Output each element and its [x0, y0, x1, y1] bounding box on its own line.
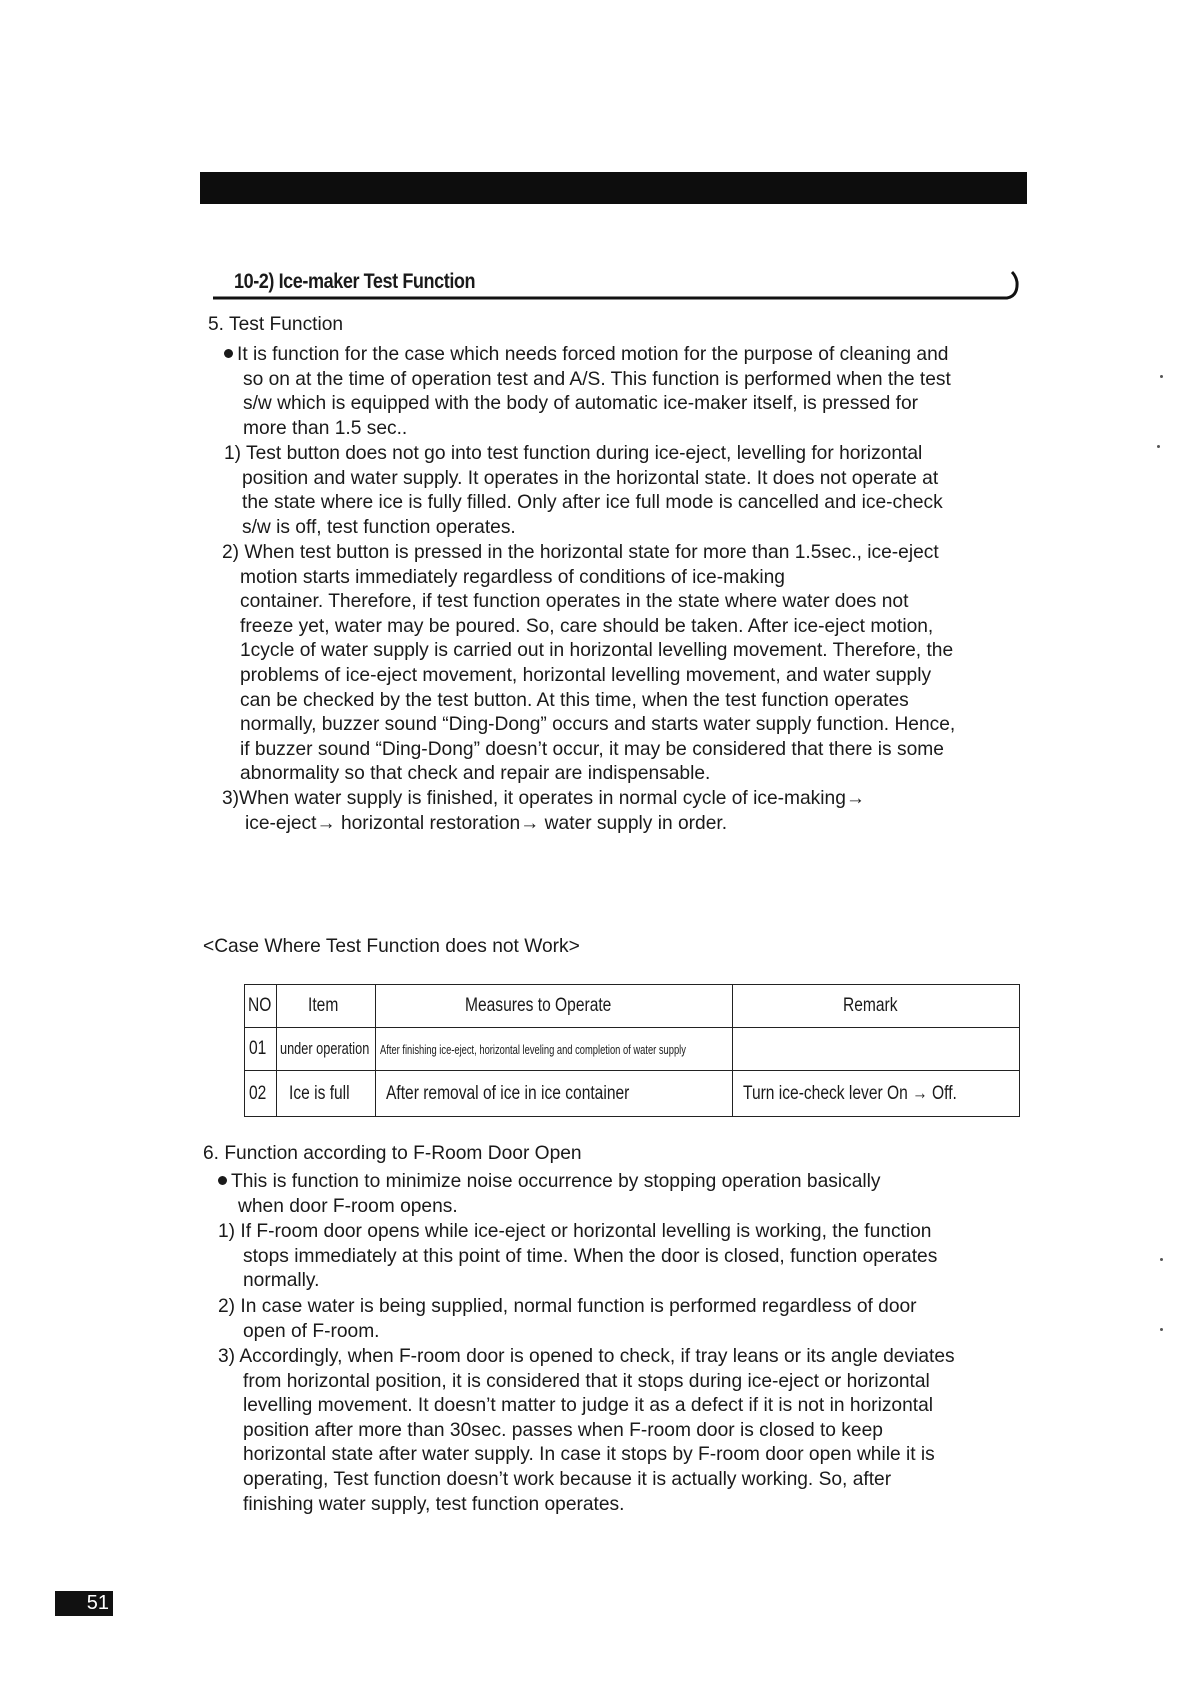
cell-item: under operation — [277, 1028, 376, 1071]
header-no: NO — [245, 985, 277, 1028]
section-title: 10-2) Ice-maker Test Function — [234, 270, 476, 293]
header-band — [200, 172, 1027, 204]
cell-no: 02 — [245, 1071, 277, 1117]
page-number: 51 — [55, 1591, 113, 1616]
test-function-item-1: 1) Test button does not go into test function during ice-eject, levelling for horizontal position and water supply. It operates in the horizontal state. It does not operate at the state where ice is fully filled. Only after ice full mode is cancelled and ice-check s/w is off, test function operates. — [224, 443, 943, 538]
scan-speck — [1160, 1328, 1163, 1331]
cell-item: Ice is full — [277, 1071, 376, 1117]
test-function-bullet: It is function for the case which needs forced motion for the purpose of cleaning and so on at the time of operation test and A/S. This function is performed when the test s/w which is equipped with the body of automatic ice-maker itself, is pressed for more than 1.5 sec.. — [224, 343, 951, 441]
case-table — [244, 984, 1020, 1117]
door-open-item-3: 3) Accordingly, when F-room door is opened to check, if tray leans or its angle deviates from horizontal position, it is considered that it stops during ice-eject or horizontal levelling movement. It doesn’t matter to judge it as a defect if it is not in horizontal position after more than 30sec. passes when F-room door is closed to keep horizontal state after water supply. In case it stops by F-room door open while it is operating, Test function doesn’t work because it is actually working. So, after finishing water supply, test function operates. — [218, 1346, 955, 1515]
door-open-bullet: This is function to minimize noise occurrence by stopping operation basically when door F-room opens. — [218, 1170, 881, 1219]
section-header — [210, 266, 1020, 306]
cell-remark: Turn ice-check lever On → Off. — [733, 1071, 1020, 1117]
door-open-item-2: 2) In case water is being supplied, normal function is performed regardless of door open of F-room. — [218, 1296, 917, 1342]
table-row — [245, 1071, 1020, 1117]
cell-measures: After finishing ice-eject, horizontal leveling and completion of water supply — [376, 1028, 733, 1071]
test-function-item-3: 3)When water supply is finished, it operates in normal cycle of ice-making→ ice-eject→ horizontal restoration→ water supply in order. — [222, 788, 866, 834]
door-open-item-1: 1) If F-room door opens while ice-eject or horizontal levelling is working, the function stops immediately at this point of time. When the door is closed, function operates normally. — [218, 1221, 938, 1292]
cell-remark — [733, 1028, 1020, 1071]
bullet-icon — [218, 1176, 227, 1185]
scan-speck — [1160, 375, 1163, 378]
scan-speck — [1160, 1258, 1163, 1261]
table-header-row — [245, 985, 1020, 1028]
header-measures: Measures to Operate — [376, 985, 733, 1028]
cell-no: 01 — [245, 1028, 277, 1071]
test-function-item-2: 2) When test button is pressed in the horizontal state for more than 1.5sec., ice-eject motion starts immediately regardless of conditions of ice-making container. Therefore, if test function operates in the state where water does not freeze yet, water may be poured. So, care should be taken. After ice-eject motion, 1cycle of water supply is carried out in horizontal levelling movement. Therefore, the problems of ice-eject movement, horizontal levelling movement, and water supply can be checked by the test button. At this time, when the test function operates normally, buzzer sound “Ding-Dong” occurs and starts water supply function. Hence, if buzzer sound “Ding-Dong” doesn’t occur, it may be considered that there is some abnormality so that check and repair are indispensable. — [222, 542, 956, 785]
header-item: Item — [277, 985, 376, 1028]
table-row — [245, 1028, 1020, 1071]
test-function-heading: 5. Test Function — [208, 314, 344, 335]
case-table-heading: <Case Where Test Function does not Work> — [203, 936, 580, 957]
door-open-heading: 6. Function according to F-Room Door Open — [203, 1143, 582, 1164]
header-remark: Remark — [733, 985, 1020, 1028]
cell-measures: After removal of ice in ice container — [376, 1071, 733, 1117]
bullet-icon — [224, 349, 233, 358]
scan-speck — [1157, 445, 1160, 448]
